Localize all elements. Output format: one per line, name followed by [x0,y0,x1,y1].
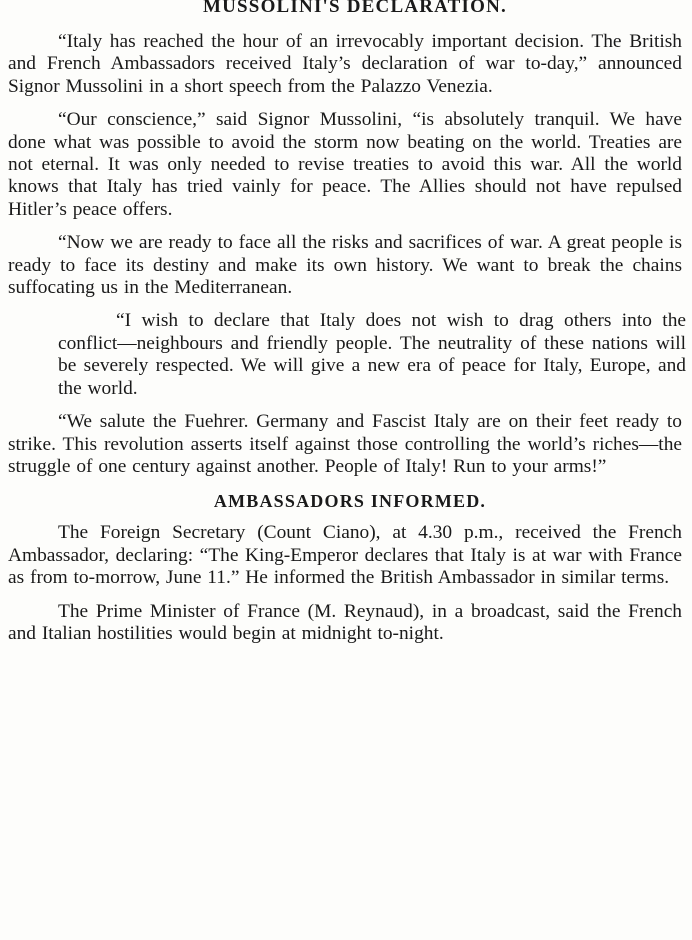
heading-mussolinis-declaration: MUSSOLINI'S DECLARATION. [202,0,507,17]
paragraph-italy-decision: “Italy has reached the hour of an irrevocably important decision. The British and French Ambassadors received Italy’s declaration of war to-day,” announced Signor Mussolini in a short speech from the Palazzo Venezia. [8,31,682,97]
paragraph-neutrality: “I wish to declare that Italy does not wish to drag others into the conflict—neighbours and friendly people. The neutrality of these nations will be severely respected. We will give a new era of peace for Italy, Europe, and the world. [58,310,686,399]
paragraph-foreign-secretary: The Foreign Secretary (Count Ciano), at 4.30 p.m., received the French Ambassador, declaring: “The King-Emperor declares that Italy is at war with France as from to-morrow, June 11.” He informed the British Ambassador in similar terms. [8,522,682,589]
paragraph-prime-minister-france: The Prime Minister of France (M. Reynaud), in a broadcast, said the French and Italian hostilities would begin at midnight to-night. [8,600,682,644]
paragraph-salute-fuehrer: “We salute the Fuehrer. Germany and Fascist Italy are on their feet ready to strike. This revolution asserts itself against those controlling the world’s riches—the struggle of one century against another. People of Italy! Run to your arms!” [8,411,682,477]
paragraph-ready-to-face-risks: “Now we are ready to face all the risks and sacrifices of war. A great people is ready to face its destiny and make its own history. We want to break the chains suffocating us in the Mediterranean. [8,232,682,299]
paragraph-conscience-tranquil: “Our conscience,” said Signor Mussolini, “is absolutely tranquil. We have done what was possible to avoid the storm now beating on the world. Treaties are not eternal. It was only needed to revise treaties to avoid this war. All the world knows that Italy has tried vainly for peace. The Allies should not have repulsed Hitler’s peace offers. [8,109,682,220]
heading-ambassadors-informed: AMBASSADORS INFORMED. [213,491,487,512]
